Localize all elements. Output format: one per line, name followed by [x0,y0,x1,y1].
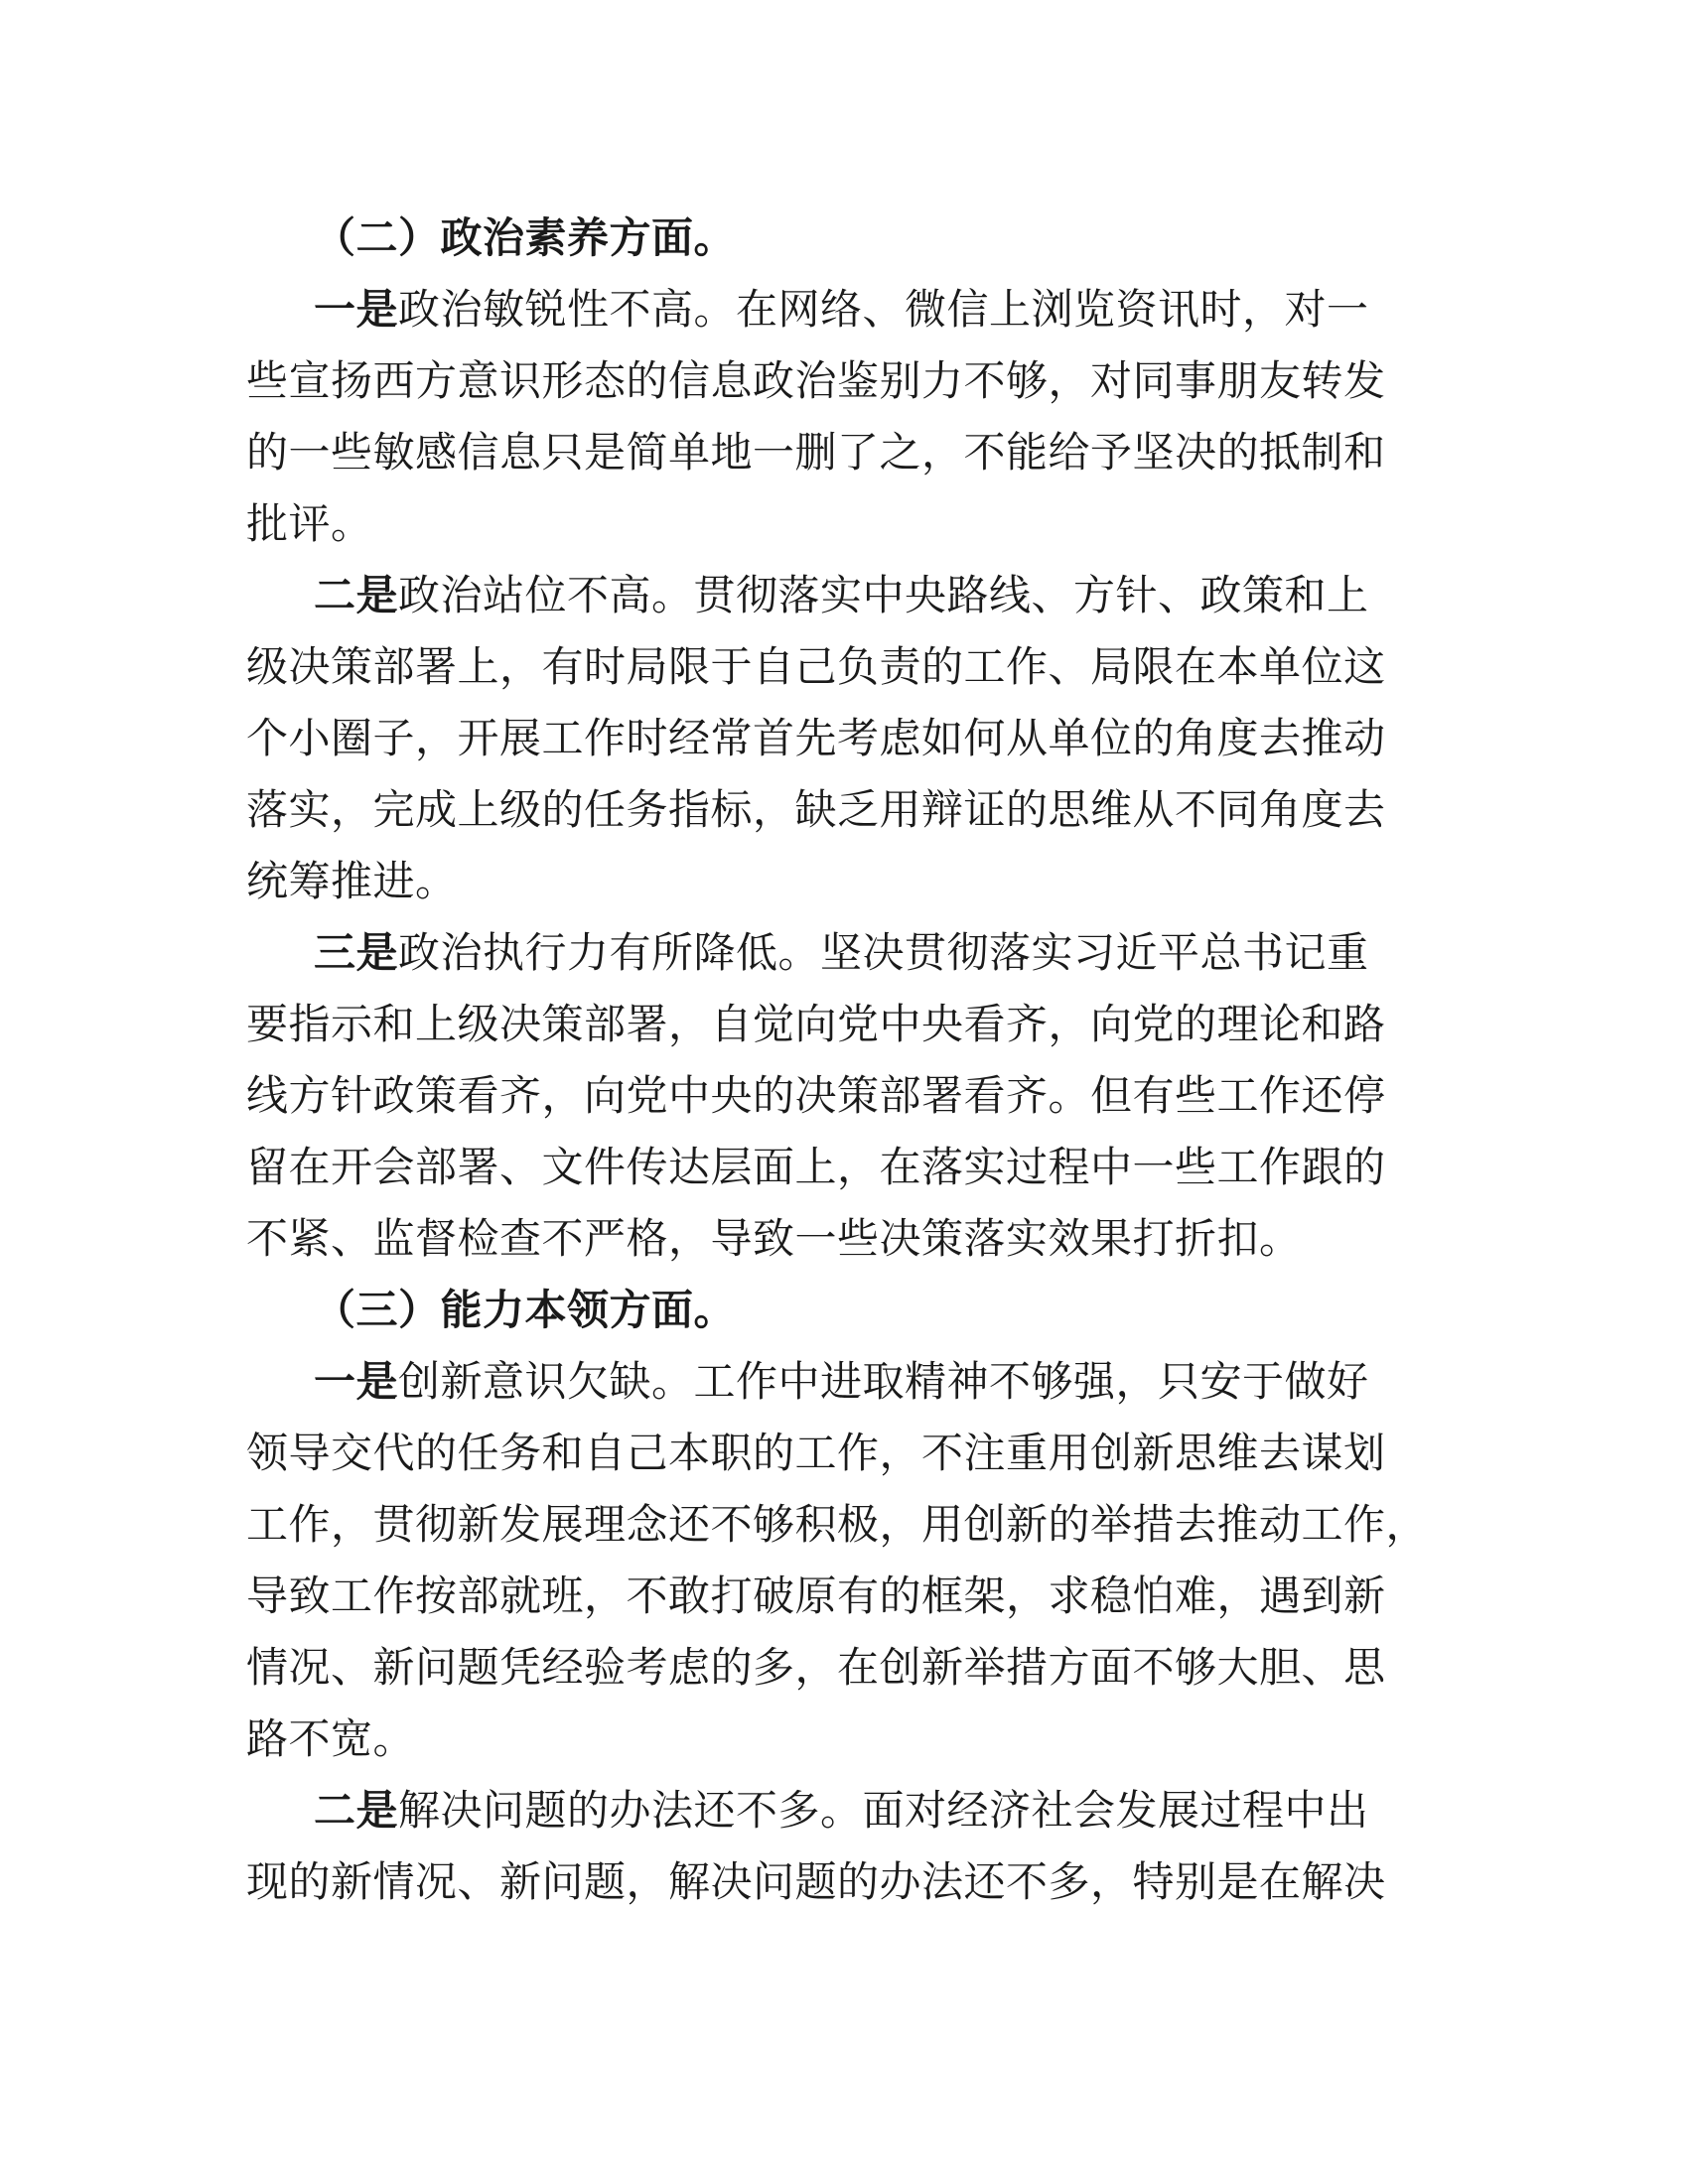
paragraph-line [246,917,1448,989]
paragraph-lead: 一是 [314,285,399,334]
paragraph-political-execution [246,917,1448,1275]
paragraph-text: 政治敏锐性不高。在网络、微信上浏览资讯时，对一 [398,285,1369,334]
paragraph-line: 领导交代的任务和自己本职的工作，不注重用创新思维去谋划 [246,1429,1386,1477]
paragraph-line: 个小圈子，开展工作时经常首先考虑如何从单位的角度去推动 [246,714,1386,762]
paragraph-text: 政治执行力有所降低。坚决贯彻落实习近平总书记重 [398,928,1369,977]
paragraph-text: 创新意识欠缺。工作中进取精神不够强，只安于做好 [398,1357,1369,1406]
paragraph-line [246,274,1448,345]
paragraph-line: 线方针政策看齐，向党中央的决策部署看齐。但有些工作还停 [246,1071,1386,1120]
paragraph-text: 解决问题的办法还不多。面对经济社会发展过程中出 [398,1786,1369,1835]
paragraph-line: 路不宽。 [246,1714,416,1763]
paragraph-lead: 二是 [314,571,399,619]
paragraph-line: 工作，贯彻新发展理念还不够积极，用创新的举措去推动工作， [246,1500,1429,1549]
paragraph-political-stance [246,560,1448,917]
paragraph-political-sensitivity [246,274,1448,560]
paragraph-lead: 三是 [314,928,399,977]
paragraph-line: 不紧、监督检查不严格，导致一些决策落实效果打折扣。 [246,1214,1302,1263]
paragraph-innovation-awareness [246,1346,1448,1775]
document-body [246,203,1448,1918]
paragraph-lead: 二是 [314,1786,399,1835]
paragraph-line: 级决策部署上，有时局限于自己负责的工作、局限在本单位这 [246,642,1386,691]
paragraph-line: 落实，完成上级的任务指标，缺乏用辩证的思维从不同角度去 [246,785,1386,834]
paragraph-line [246,560,1448,631]
paragraph-line [246,1346,1448,1418]
paragraph-line: 些宣扬西方意识形态的信息政治鉴别力不够，对同事朋友转发 [246,356,1386,405]
paragraph-line: 情况、新问题凭经验考虑的多，在创新举措方面不够大胆、思 [246,1643,1386,1692]
paragraph-line: 统筹推进。 [246,857,458,905]
paragraph-line: 现的新情况、新问题，解决问题的办法还不多，特别是在解决 [246,1857,1386,1906]
paragraph-line: 导致工作按部就班，不敢打破原有的框架，求稳怕难，遇到新 [246,1571,1386,1620]
section-heading-ability: （三）能力本领方面。 [314,1286,737,1334]
paragraph-line [246,1775,1448,1846]
paragraph-lead: 一是 [314,1357,399,1406]
paragraph-line: 的一些敏感信息只是简单地一删了之，不能给予坚决的抵制和 [246,428,1386,477]
paragraph-problem-solving [246,1775,1448,1918]
paragraph-line: 要指示和上级决策部署，自觉向党中央看齐，向党的理论和路 [246,1000,1386,1048]
paragraph-line: 留在开会部署、文件传达层面上，在落实过程中一些工作跟的 [246,1143,1386,1191]
paragraph-line: 批评。 [246,499,373,548]
paragraph-text: 政治站位不高。贯彻落实中央路线、方针、政策和上 [398,571,1369,619]
section-heading-political-literacy: （二）政治素养方面。 [314,213,737,262]
